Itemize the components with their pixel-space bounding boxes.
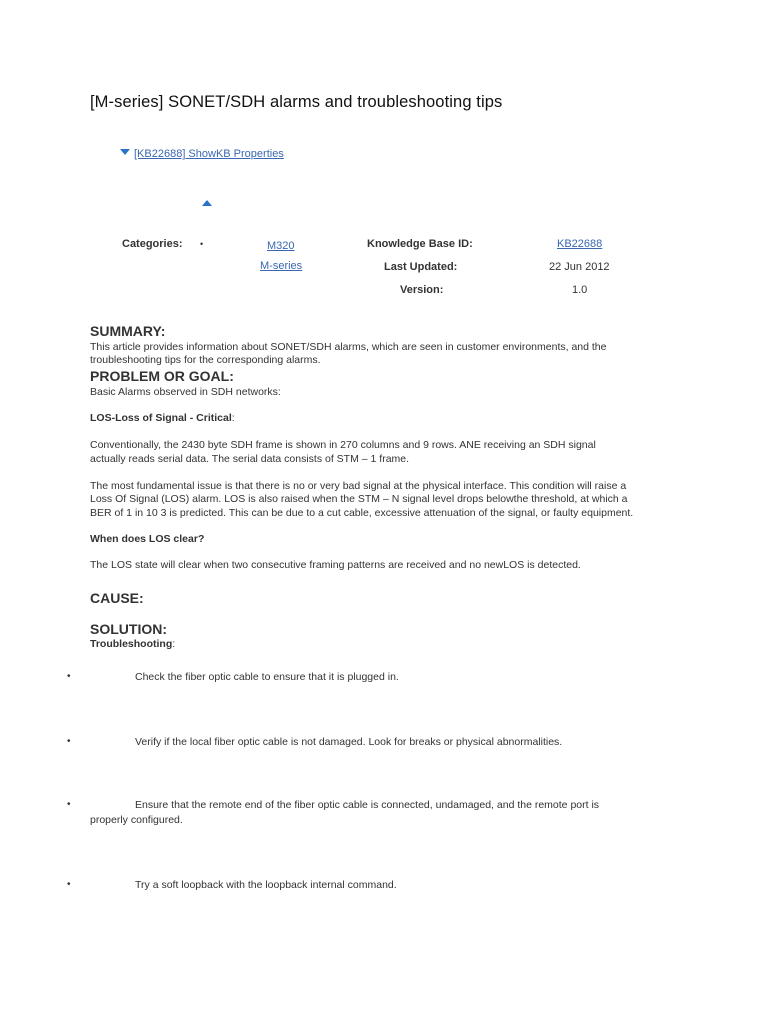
version-label: Version: xyxy=(400,284,444,296)
list-item-2: Verify if the local fiber optic cable is not damaged. Look for breaks or physical abnormalities. xyxy=(135,736,563,748)
summary-heading: SUMMARY: xyxy=(90,323,166,339)
categories-bullet: • xyxy=(200,239,204,249)
kb-id-link[interactable]: KB22688 xyxy=(557,238,603,250)
categories-label: Categories: xyxy=(122,238,183,250)
kb-properties-toggle[interactable] xyxy=(120,148,284,160)
problem-heading: PROBLEM OR GOAL: xyxy=(90,368,234,384)
expand-triangle-icon[interactable] xyxy=(120,149,130,155)
solution-heading: SOLUTION: xyxy=(90,621,167,637)
list-bullet-3: • xyxy=(67,799,71,810)
category-link-m-series[interactable]: M-series xyxy=(260,260,303,272)
los-paragraph-1-line-1: Conventionally, the 2430 byte SDH frame is shown in 270 columns and 9 rows. ANE receiving an SDH signal xyxy=(90,439,596,451)
kb-id-label: Knowledge Base ID: xyxy=(367,238,473,250)
cause-heading: CAUSE: xyxy=(90,590,144,606)
los-paragraph-2-line-2: Loss Of Signal (LOS) alarm. LOS is also raised when the STM – N signal level drops belowthe threshold, at which a xyxy=(90,493,628,505)
list-bullet-4: • xyxy=(67,879,71,890)
list-item-1: Check the fiber optic cable to ensure that it is plugged in. xyxy=(135,671,399,683)
category-link-m320[interactable]: M320 xyxy=(267,240,295,252)
last-updated-value: 22 Jun 2012 xyxy=(549,261,610,273)
summary-line-2: troubleshooting tips for the corresponding alarms. xyxy=(90,354,321,366)
troubleshooting-label-text: Troubleshooting xyxy=(90,638,173,650)
los-clear-question: When does LOS clear? xyxy=(90,533,205,545)
los-clear-answer: The LOS state will clear when two consecutive framing patterns are received and no newLOS is detected. xyxy=(90,559,581,571)
problem-intro: Basic Alarms observed in SDH networks: xyxy=(90,386,281,398)
los-title-text: LOS-Loss of Signal - Critical xyxy=(90,412,232,424)
los-paragraph-2-line-3: BER of 1 in 10 3 is predicted. This can be due to a cut cable, excessive attenuation of the signal, or faulty equipment. xyxy=(90,507,634,519)
los-paragraph-2-line-1: The most fundamental issue is that there is no or very bad signal at the physical interface. This condition will raise a xyxy=(90,480,627,492)
list-bullet-1: • xyxy=(67,671,71,682)
summary-line-1: This article provides information about SONET/SDH alarms, which are seen in customer environments, and the xyxy=(90,341,607,353)
list-item-3: Ensure that the remote end of the fiber optic cable is connected, undamaged, and the remote port is xyxy=(135,799,600,811)
collapse-triangle-icon[interactable] xyxy=(202,200,212,206)
version-value: 1.0 xyxy=(572,284,588,296)
troubleshooting-label-colon: : xyxy=(172,638,176,650)
troubleshooting-label xyxy=(90,638,690,652)
page-title: [M-series] SONET/SDH alarms and troubleshooting tips xyxy=(90,93,503,111)
list-item-3-continued: properly configured. xyxy=(90,814,183,826)
los-paragraph-1-line-2: actually reads serial data. The serial data consists of STM – 1 frame. xyxy=(90,453,410,465)
kb-properties-toggle-label[interactable]: [KB22688] ShowKB Properties xyxy=(134,148,284,160)
list-bullet-2: • xyxy=(67,736,71,747)
last-updated-label: Last Updated: xyxy=(384,261,458,273)
list-item-4: Try a soft loopback with the loopback internal command. xyxy=(135,879,397,891)
los-title-colon: : xyxy=(231,412,235,424)
los-title xyxy=(90,412,690,426)
